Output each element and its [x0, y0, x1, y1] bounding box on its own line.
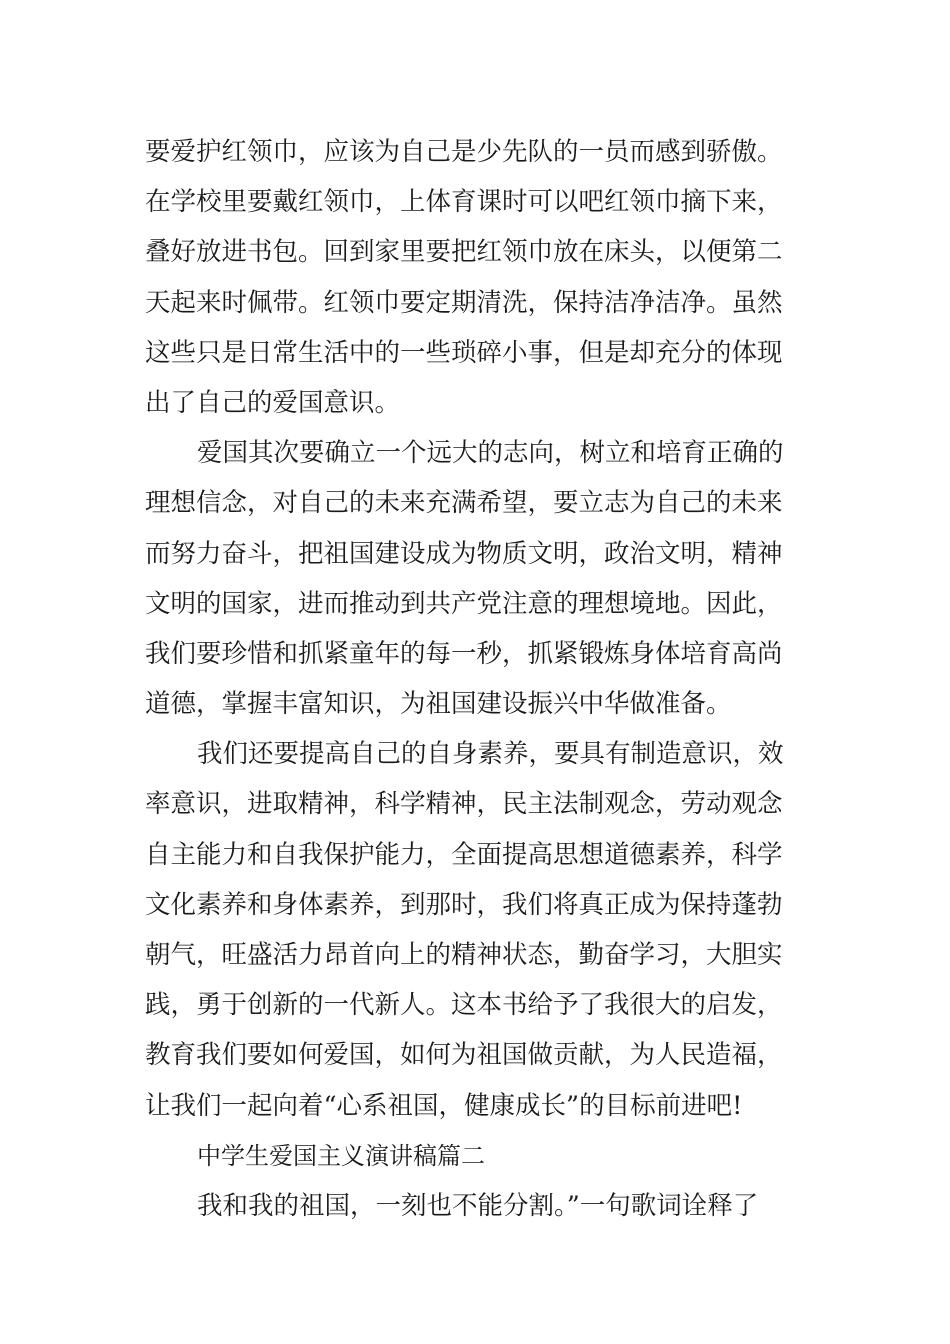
paragraph-start-line: 爱国其次要确立一个远大的志向，树立和培育正确的: [197, 438, 784, 469]
text-line: 自主能力和自我保护能力，全面提高思想道德素养，科学: [145, 839, 783, 870]
text-line: 而努力奋斗，把祖国建设成为物质文明，政治文明，精神: [145, 538, 783, 569]
text-line: 道德，掌握丰富知识，为祖国建设振兴中华做准备。: [145, 689, 732, 720]
text-line: 出了自己的爱国意识。: [145, 387, 401, 418]
text-line: 天起来时佩带。红领巾要定期清洗，保持洁净洁净。虽然: [145, 287, 783, 318]
text-line: 朝气，旺盛活力昂首向上的精神状态，勤奋学习，大胆实: [145, 940, 783, 970]
text-line: 理想信念，对自己的未来充满希望，要立志为自己的未来: [145, 488, 783, 519]
body-text: [145, 127, 825, 1231]
section-heading: 中学生爱国主义演讲稿篇二: [197, 1141, 485, 1170]
text-line: 践，勇于创新的一代新人。这本书给予了我很大的启发，: [145, 990, 783, 1021]
text-line: 率意识，进取精神，科学精神，民主法制观念，劳动观念: [145, 789, 783, 820]
text-line: 这些只是日常生活中的一些琐碎小事，但是却充分的体现: [145, 337, 783, 368]
text-line: 我们要珍惜和抓紧童年的每一秒，抓紧锻炼身体培育高尚: [145, 638, 783, 669]
text-line: 在学校里要戴红领巾，上体育课时可以吧红领巾摘下来，: [145, 187, 783, 218]
paragraph-start-line: 我和我的祖国，一刻也不能分割。”一句歌词诠释了: [197, 1190, 759, 1221]
text-line: 叠好放进书包。回到家里要把红领巾放在床头，以便第二: [145, 237, 783, 268]
text-line: 文化素养和身体素养，到那时，我们将真正成为保持蓬勃: [145, 889, 783, 920]
text-line: 让我们一起向着“心系祖国，健康成长”的目标前进吧!: [145, 1090, 743, 1121]
text-line: 文明的国家，进而推动到共产党注意的理想境地。因此，: [145, 588, 783, 619]
text-line: 教育我们要如何爱国，如何为祖国做贡献，为人民造福，: [145, 1040, 783, 1071]
paragraph-start-line: 我们还要提高自己的自身素养，要具有制造意识，效: [197, 739, 784, 770]
text-line: 要爱护红领巾，应该为自己是少先队的一员而感到骄傲。: [145, 137, 783, 167]
